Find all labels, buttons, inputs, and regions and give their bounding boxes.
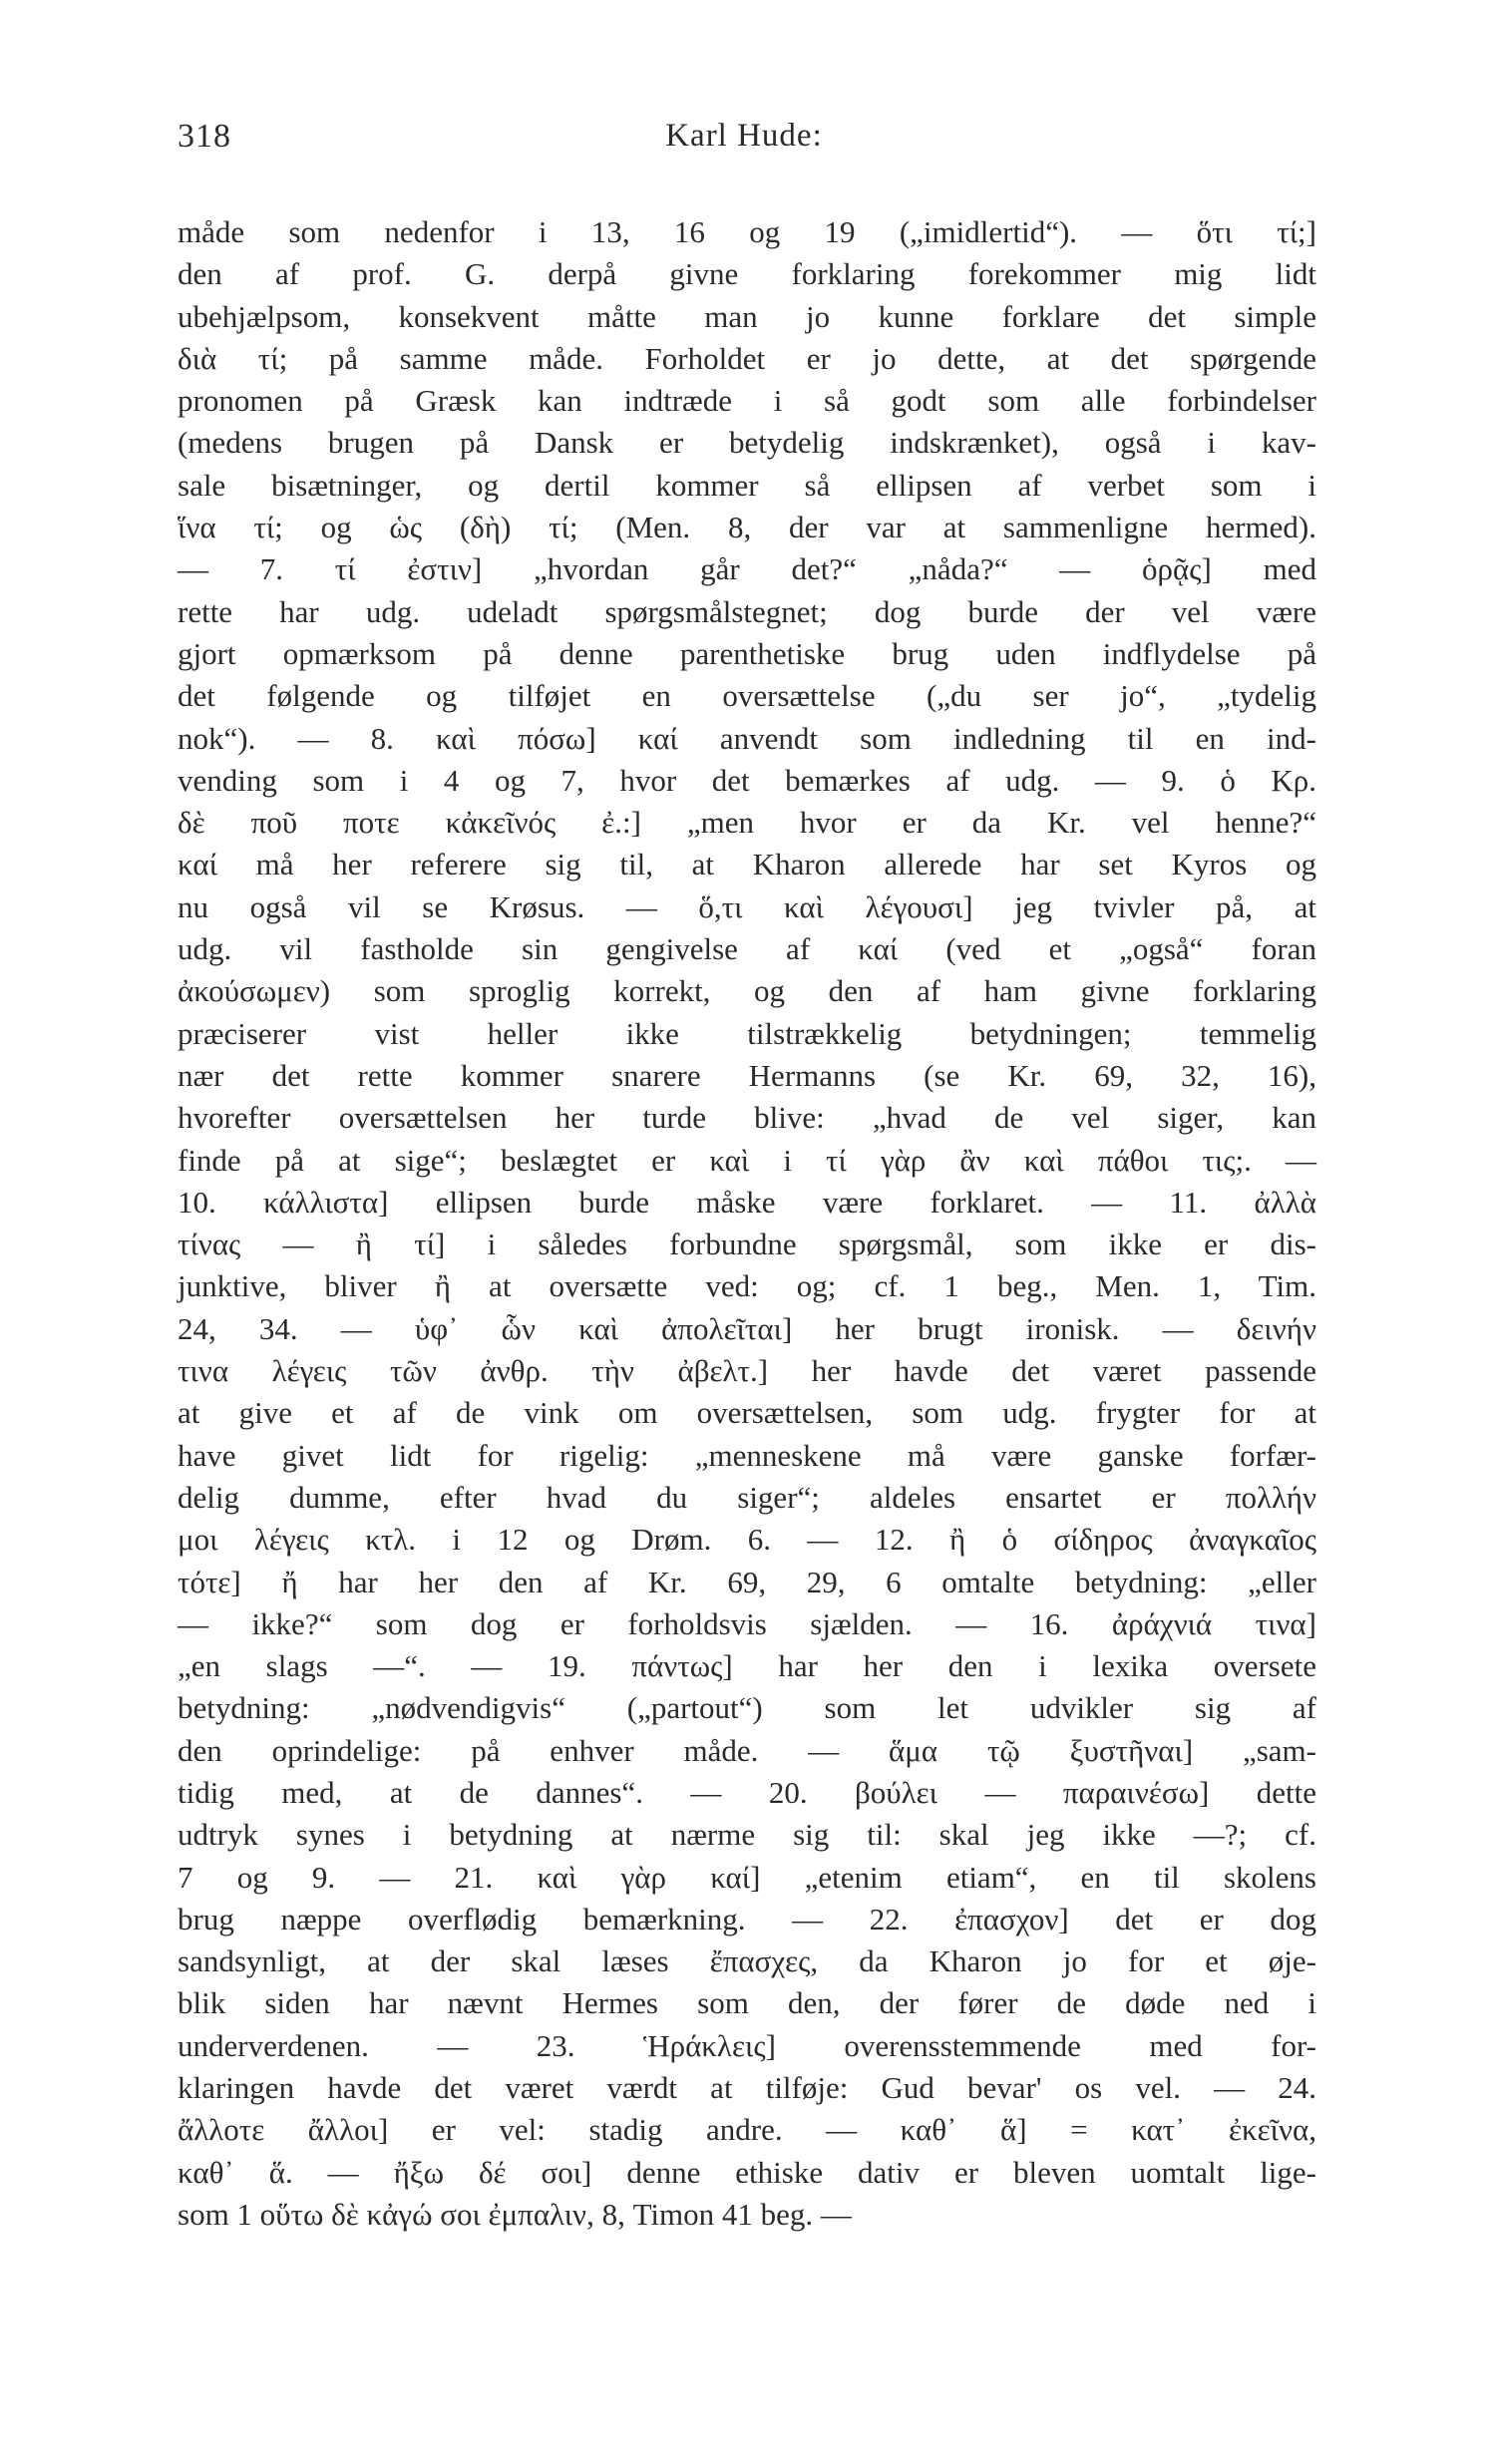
text-line: præciserer vist heller ikke tilstrækkelig betydningen; temmelig bbox=[178, 1015, 1316, 1051]
running-head: Karl Hude: bbox=[665, 118, 823, 154]
text-line: rette har udg. udeladt spørgsmålstegnet; dog burde der vel være bbox=[178, 593, 1316, 629]
text-line: καθ᾽ ἅ. — ἤξω δέ σοι] denne ethiske dativ er bleven uomtalt lige- bbox=[178, 2154, 1316, 2190]
text-line: nok“). — 8. καὶ πόσω] καί anvendt som indledning til en ind- bbox=[178, 720, 1316, 756]
text-line: klaringen havde det været værdt at tilføje: Gud bevar' os vel. — 24. bbox=[178, 2070, 1316, 2106]
text-line: — ikke?“ som dog er forholdsvis sjælden. — 16. ἀράχνιά τινα] bbox=[178, 1605, 1316, 1641]
text-line: ἀκούσωμεν) som sproglig korrekt, og den af ham givne forklaring bbox=[178, 973, 1316, 1009]
text-line: måde som nedenfor i 13, 16 og 19 („imidlertid“). — ὅτι τί;] bbox=[178, 214, 1316, 249]
text-line: τινα λέγεις τῶν ἀνθρ. τὴν ἀβελτ.] her havde det været passende bbox=[178, 1353, 1316, 1389]
text-line: 10. κάλλιστα] ellipsen burde måske være forklaret. — 11. ἀλλὰ bbox=[178, 1184, 1316, 1220]
text-line: 7 og 9. — 21. καὶ γὰρ καί] „etenim etiam“, en til skolens bbox=[178, 1859, 1316, 1895]
text-line: junktive, bliver ἢ at oversætte ved: og; cf. 1 beg., Men. 1, Tim. bbox=[178, 1268, 1316, 1304]
text-line: — 7. τί ἐστιν] „hvordan går det?“ „nåda?“ — ὁρᾷς] med bbox=[178, 551, 1316, 587]
text-line: hvorefter oversættelsen her turde blive: „hvad de vel siger, kan bbox=[178, 1100, 1316, 1136]
text-line: udtryk synes i betydning at nærme sig til: skal jeg ikke —?; cf. bbox=[178, 1817, 1316, 1853]
text-line: blik siden har nævnt Hermes som den, der fører de døde ned i bbox=[178, 1985, 1316, 2021]
text-line: sale bisætninger, og dertil kommer så ellipsen af verbet som i bbox=[178, 467, 1316, 503]
text-line: vending som i 4 og 7, hvor det bemærkes af udg. — 9. ὁ Κρ. bbox=[178, 762, 1316, 798]
text-line: det følgende og tilføjet en oversættelse („du ser jo“, „tydelig bbox=[178, 678, 1316, 714]
text-line: gjort opmærksom på denne parenthetiske brug uden indflydelse på bbox=[178, 635, 1316, 671]
text-line: betydning: „nødvendigvis“ („partout“) som let udvikler sig af bbox=[178, 1690, 1316, 1726]
text-line: „en slags —“. — 19. πάντως] har her den i lexika oversete bbox=[178, 1648, 1316, 1684]
text-line: μοι λέγεις κτλ. i 12 og Drøm. 6. — 12. ἢ ὁ σίδηρος ἀναγκαῖος bbox=[178, 1522, 1316, 1558]
text-line: finde på at sige“; beslægtet er καὶ i τί γὰρ ἂν καὶ πάθοι τις;. — bbox=[178, 1142, 1316, 1178]
text-line: tidig med, at de dannes“. — 20. βούλει — παραινέσω] dette bbox=[178, 1774, 1316, 1810]
page-header bbox=[170, 118, 1318, 168]
text-line: underverdenen. — 23. Ἡράκλεις] overensstemmende med for- bbox=[178, 2027, 1316, 2063]
text-line: nær det rette kommer snarere Hermanns (se Kr. 69, 32, 16), bbox=[178, 1057, 1316, 1093]
text-line: (medens brugen på Dansk er betydelig indskrænket), også i kav- bbox=[178, 425, 1316, 461]
text-line: den oprindelige: på enhver måde. — ἅμα τῷ ξυστῆναι] „sam- bbox=[178, 1732, 1316, 1768]
text-line: διὰ τί; på samme måde. Forholdet er jo dette, at det spørgende bbox=[178, 340, 1316, 376]
text-line: τίνας — ἢ τί] i således forbundne spørgsmål, som ikke er dis- bbox=[178, 1227, 1316, 1262]
body-text bbox=[178, 211, 1316, 2236]
text-line: ἄλλοτε ἄλλοι] er vel: stadig andre. — καθ᾽ ἅ] = κατ᾽ ἐκεῖνα, bbox=[178, 2112, 1316, 2148]
text-line: δὲ ποῦ ποτε κἀκεῖνός ἐ.:] „men hvor er da Kr. vel henne?“ bbox=[178, 805, 1316, 841]
text-line: som 1 οὕτω δὲ κἀγώ σοι ἐμπαλιν, 8, Timon 41 beg. — bbox=[178, 2196, 852, 2232]
text-line: ἵνα τί; og ὡς (δὴ) τί; (Men. 8, der var at sammenligne hermed). bbox=[178, 510, 1316, 545]
page-number: 318 bbox=[178, 118, 231, 155]
text-line: καί må her referere sig til, at Kharon allerede har set Kyros og bbox=[178, 847, 1316, 882]
text-line: 24, 34. — ὑφ᾽ ὧν καὶ ἀπολεῖται] her brugt ironisk. — δεινήν bbox=[178, 1310, 1316, 1346]
text-line: ubehjælpsom, konsekvent måtte man jo kunne forklare det simple bbox=[178, 298, 1316, 334]
text-line: nu også vil se Krøsus. — ὅ,τι καὶ λέγουσι] jeg tvivler på, at bbox=[178, 888, 1316, 924]
text-line: have givet lidt for rigelig: „menneskene må være ganske forfær- bbox=[178, 1437, 1316, 1473]
text-line: brug næppe overflødig bemærkning. — 22. ἐπασχον] det er dog bbox=[178, 1901, 1316, 1936]
text-line: den af prof. G. derpå givne forklaring forekommer mig lidt bbox=[178, 256, 1316, 292]
text-line: delig dumme, efter hvad du siger“; aldeles ensartet er πολλήν bbox=[178, 1479, 1316, 1515]
text-line: at give et af de vink om oversættelsen, som udg. frygter for at bbox=[178, 1395, 1316, 1431]
text-line: udg. vil fastholde sin gengivelse af καί (ved et „også“ foran bbox=[178, 931, 1316, 967]
text-line: pronomen på Græsk kan indtræde i så godt som alle forbindelser bbox=[178, 383, 1316, 419]
text-line: τότε] ἤ har her den af Kr. 69, 29, 6 omtalte betydning: „eller bbox=[178, 1564, 1316, 1599]
text-line: sandsynligt, at der skal læses ἔπασχες, da Kharon jo for et øje- bbox=[178, 1943, 1316, 1979]
